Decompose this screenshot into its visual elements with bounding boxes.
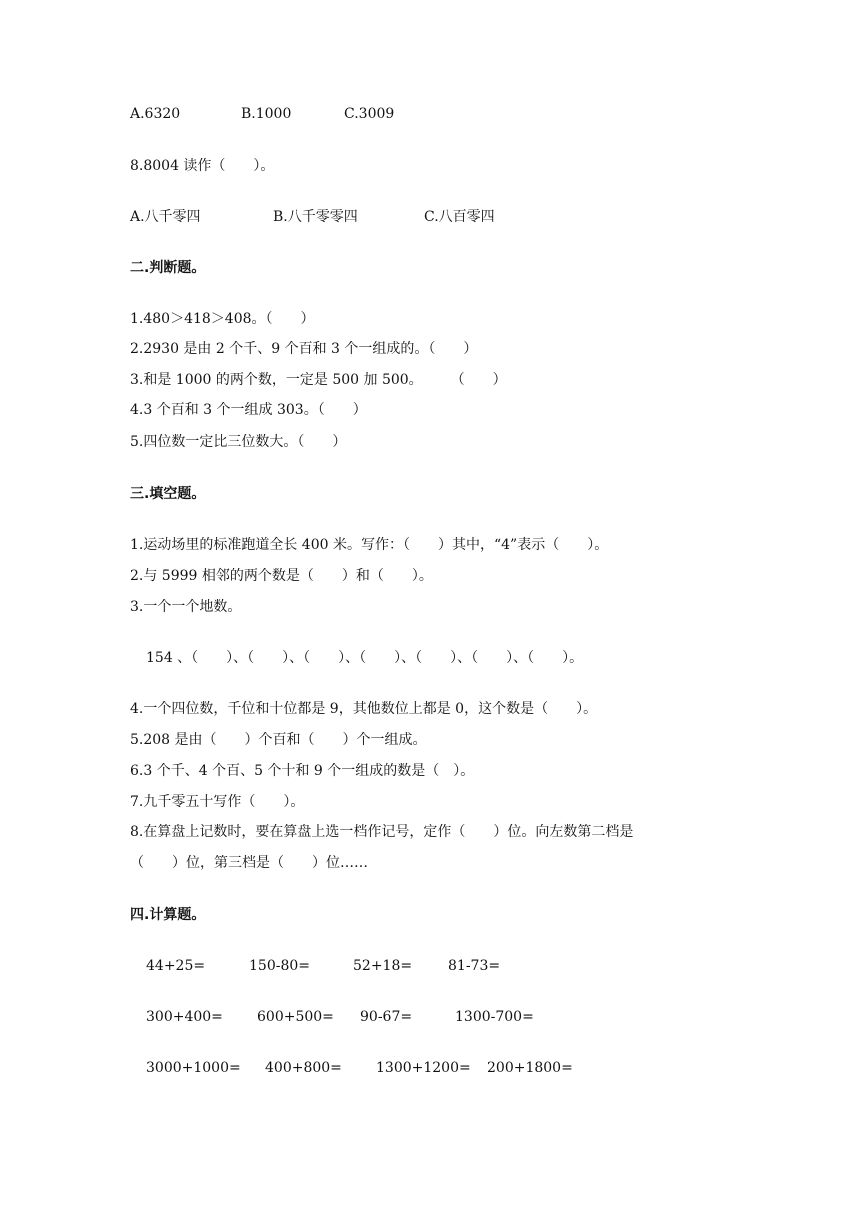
calc-item: 200+1800= xyxy=(487,1060,573,1076)
q8-option-c: C.八百零四 xyxy=(424,209,495,225)
fill-item-5: 5.208 是由（ ）个百和（ ）个一组成。 xyxy=(130,732,427,748)
calc-item: 1300-700= xyxy=(455,1009,534,1025)
section-2-title: 二.判断题。 xyxy=(130,260,206,276)
fill-item-3: 3.一个一个地数。 xyxy=(130,599,242,615)
calc-item: 90-67= xyxy=(360,1009,413,1025)
q8-stem: 8.8004 读作（ ）。 xyxy=(130,158,275,174)
calc-item: 600+500= xyxy=(257,1009,334,1025)
judge-item-2: 2.2930 是由 2 个千、9 个百和 3 个一组成的。（ ） xyxy=(130,341,478,357)
section-3-title: 三.填空题。 xyxy=(130,486,206,502)
q7-option-a: A.6320 xyxy=(130,106,181,122)
calc-item: 3000+1000= xyxy=(146,1060,241,1076)
fill-item-1: 1.运动场里的标准跑道全长 400 米。写作：（ ）其中，“4”表示（ ）。 xyxy=(130,537,609,553)
calc-item: 400+800= xyxy=(265,1060,342,1076)
calc-item: 1300+1200= xyxy=(376,1060,471,1076)
q8-option-a: A.八千零四 xyxy=(130,209,201,225)
section-4-title: 四.计算题。 xyxy=(130,907,206,923)
fill-count-sequence: 154 、（ ）、（ ）、（ ）、（ ）、（ ）、（ ）、（ ）。 xyxy=(146,650,584,666)
fill-item-7: 7.九千零五十写作（ ）。 xyxy=(130,794,305,810)
calc-item: 150-80= xyxy=(249,958,310,974)
calc-item: 52+18= xyxy=(353,958,413,974)
judge-item-4: 4.3 个百和 3 个一组成 303。（ ） xyxy=(130,402,367,418)
q7-option-c: C.3009 xyxy=(344,106,395,122)
q7-option-b: B.1000 xyxy=(241,106,292,122)
fill-item-6: 6.3 个千、4 个百、5 个十和 9 个一组成的数是（ ）。 xyxy=(130,763,475,779)
fill-item-8: 8.在算盘上记数时，要在算盘上选一档作记号，定作（ ）位。向左数第二档是 xyxy=(130,824,634,840)
q8-option-b: B.八千零零四 xyxy=(273,209,358,225)
fill-item-4: 4.一个四位数，千位和十位都是 9，其他数位上都是 0，这个数是（ ）。 xyxy=(130,701,598,717)
calc-item: 81-73= xyxy=(448,958,501,974)
fill-item-2: 2.与 5999 相邻的两个数是（ ）和（ ）。 xyxy=(130,568,433,584)
calc-item: 44+25= xyxy=(146,958,206,974)
calc-item: 300+400= xyxy=(146,1009,223,1025)
judge-item-5: 5.四位数一定比三位数大。（ ） xyxy=(130,434,347,450)
judge-item-1: 1.480＞418＞408。（ ） xyxy=(130,311,315,327)
fill-item-8-cont: （ ）位，第三档是（ ）位…… xyxy=(130,855,368,871)
judge-item-3: 3.和是 1000 的两个数，一定是 500 加 500。 （ ） xyxy=(130,372,507,388)
